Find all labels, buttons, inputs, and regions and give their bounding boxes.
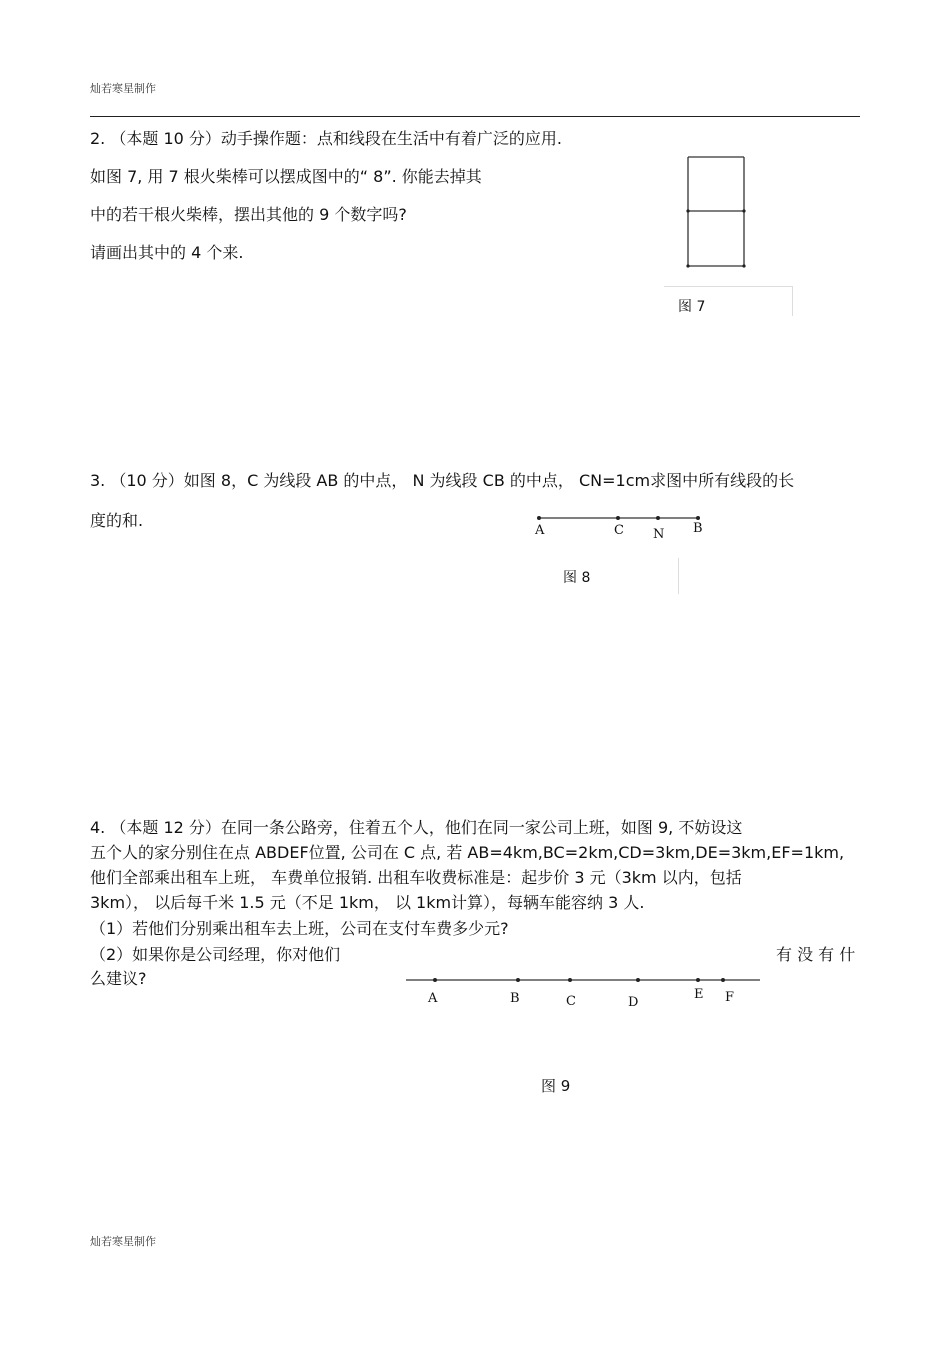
- q4-line-7: 么建议?: [90, 969, 147, 988]
- fig9-label-b: B: [510, 991, 520, 1006]
- fig9-label-a: A: [428, 991, 438, 1006]
- point-d-dot: [636, 978, 640, 982]
- q3-line-2: 度的和.: [90, 511, 144, 530]
- point-a-dot: [433, 978, 437, 982]
- fig8-label-n: N: [653, 527, 665, 542]
- q3-line-1: 3. （10 分）如图 8，C 为线段 AB 的中点， N 为线段 CB 的中点， CN=1cm求图中所有线段的长: [90, 471, 795, 490]
- q2-line-1: 2. （本题 10 分）动手操作题：点和线段在生活中有着广泛的应用.: [90, 129, 562, 148]
- q4-line-6: （2）如果你是公司经理，你对他们: [90, 945, 341, 964]
- fig9-label-f: F: [725, 990, 735, 1005]
- q4-line-4: 3km）， 以后每千米 1.5 元（不足 1km， 以 1km计算），每辆车能容纳 3 人.: [90, 893, 645, 912]
- q2-line-3: 中的若干根火柴棒，摆出其他的 9 个数字吗?: [90, 205, 407, 224]
- figure-7-frame-top: [664, 286, 792, 287]
- fig9-label-c: C: [566, 994, 576, 1009]
- q4-line-1: 4. （本题 12 分）在同一条公路旁，住着五个人，他们在同一家公司上班，如图 9, 不妨设这: [90, 818, 743, 837]
- point-c-dot: [616, 516, 620, 520]
- page-footer: 灿若寒星制作: [90, 1235, 156, 1248]
- q4-line-5: （1）若他们分别乘出租车去上班，公司在支付车费多少元?: [90, 919, 509, 938]
- figure-9-caption: 图 9: [541, 1077, 571, 1095]
- q4-line-6-tail: 有 没 有 什: [776, 945, 856, 964]
- point-f-dot: [721, 978, 725, 982]
- figure-7-frame-right: [792, 286, 793, 316]
- figure-9-road: [400, 970, 770, 1000]
- fig9-label-e: E: [694, 987, 704, 1002]
- q4-line-2: 五个人的家分别住在点 ABDEF位置, 公司在 C 点, 若 AB=4km,BC=2km,CD=3km,DE=3km,EF=1km,: [90, 843, 845, 862]
- figure-7-caption: 图 7: [678, 299, 706, 315]
- point-b-dot: [696, 516, 700, 520]
- q2-line-4: 请画出其中的 4 个来.: [90, 243, 244, 262]
- figure-8-frame-right: [678, 558, 679, 594]
- figure-8-caption: 图 8: [563, 570, 591, 586]
- fig8-label-b: B: [693, 521, 703, 536]
- page-header: 灿若寒星制作: [90, 82, 156, 95]
- figure-7-matchsticks: [680, 150, 755, 275]
- point-a-dot: [537, 516, 541, 520]
- point-b-dot: [516, 978, 520, 982]
- point-e-dot: [696, 978, 700, 982]
- header-rule: [90, 116, 860, 117]
- point-c-dot: [568, 978, 572, 982]
- q4-line-3: 他们全部乘出租车上班， 车费单位报销. 出租车收费标准是：起步价 3 元（3km 以内，包括: [90, 868, 742, 887]
- fig8-label-c: C: [614, 523, 624, 538]
- fig9-label-d: D: [628, 995, 639, 1010]
- fig8-label-a: A: [535, 523, 545, 538]
- q2-line-2: 如图 7, 用 7 根火柴棒可以摆成图中的“ 8”. 你能去掉其: [90, 167, 482, 186]
- point-n-dot: [656, 516, 660, 520]
